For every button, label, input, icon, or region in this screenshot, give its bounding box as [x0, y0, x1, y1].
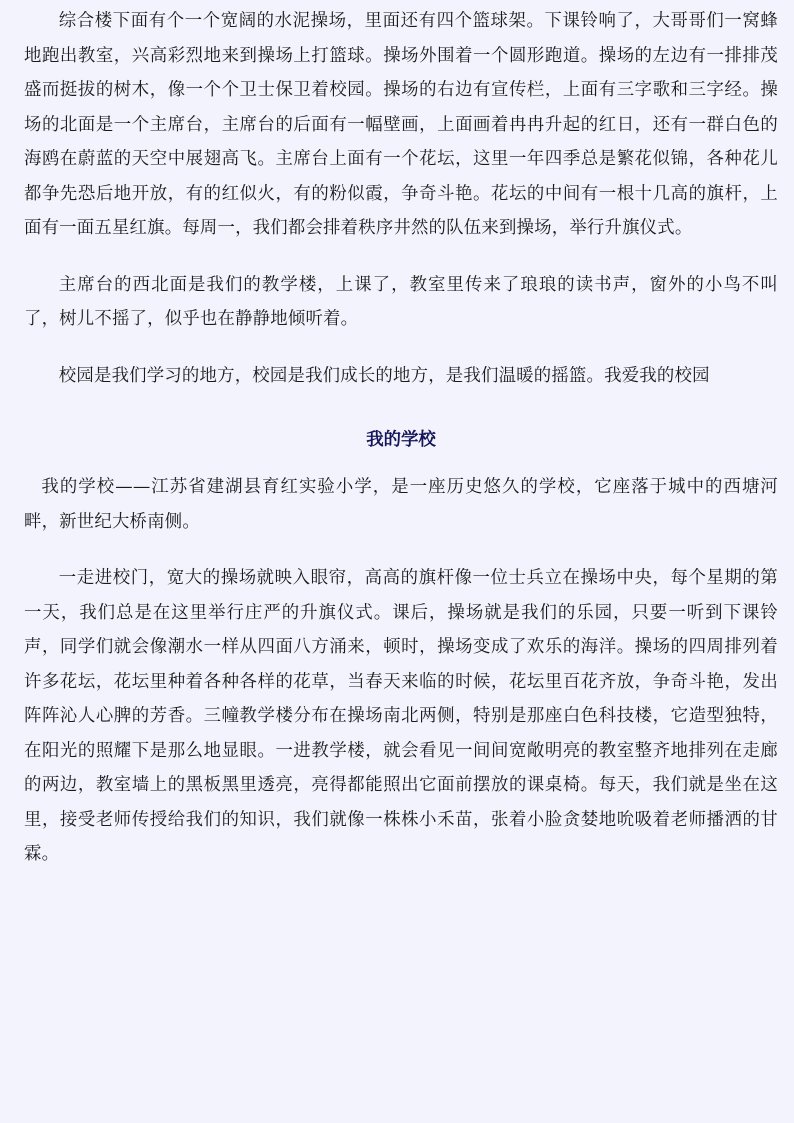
paragraph-school-description: 一走进校门，宽大的操场就映入眼帘，高高的旗杆像一位士兵立在操场中央，每个星期的第一天，我们总是在这里举行庄严的升旗仪式。课后，操场就是我们的乐园，只要一听到下课铃声，同学们就会像潮水一样从四面八方涌来，顿时，操场变成了欢乐的海洋。操场的四周排列着许多花坛，花坛里种着各种各样的花草，当春天来临的时候，花坛里百花齐放，争奇斗艳，发出阵阵沁人心脾的芳香。三幢教学楼分布在操场南北两侧，特别是那座白色科技楼，它造型独特，在阳光的照耀下是那么地显眼。一进教学楼，就会看见一间间宽敞明亮的教室整齐地排列在走廊的两边，教室墙上的黑板黑里透亮，亮得都能照出它面前摆放的课桌椅。每天，我们就是坐在这里，接受老师传授给我们的知识，我们就像一株株小禾苗，张着小脸贪婪地吮吸着老师播洒的甘霖。: [24, 568, 778, 864]
essay-title: 我的学校: [366, 430, 436, 450]
paragraph-school-intro: 我的学校——江苏省建湖县育红实验小学，是一座历史悠久的学校，它座落于城中的西塘河畔，新世纪大桥南侧。: [24, 477, 778, 532]
paragraph-teaching-building: 主席台的西北面是我们的教学楼，上课了，教室里传来了琅琅的读书声，窗外的小鸟不叫了，树儿不摇了，似乎也在静静地倾听着。: [24, 274, 778, 329]
paragraph-love-campus: 校园是我们学习的地方，校园是我们成长的地方，是我们温暖的摇篮。我爱我的校园: [58, 365, 710, 386]
paragraph-playground: 综合楼下面有个一个宽阔的水泥操场，里面还有四个篮球架。下课铃响了，大哥哥们一窝蜂地跑出教室，兴高彩烈地来到操场上打篮球。操场外围着一个圆形跑道。操场的左边有一排排茂盛而挺拔的树木，像一个个卫士保卫着校园。操场的右边有宣传栏，上面有三字歌和三字经。操场的北面是一个主席台，主席台的后面有一幅壁画，上面画着冉冉升起的红日，还有一群白色的海鸥在蔚蓝的天空中展翅高飞。主席台上面有一个花坛，这里一年四季总是繁花似锦，各种花儿都争先恐后地开放，有的红似火，有的粉似霞，争奇斗艳。花坛的中间有一根十几高的旗杆，上面有一面五星红旗。每周一，我们都会排着秩序井然的队伍来到操场，举行升旗仪式。: [24, 11, 778, 238]
